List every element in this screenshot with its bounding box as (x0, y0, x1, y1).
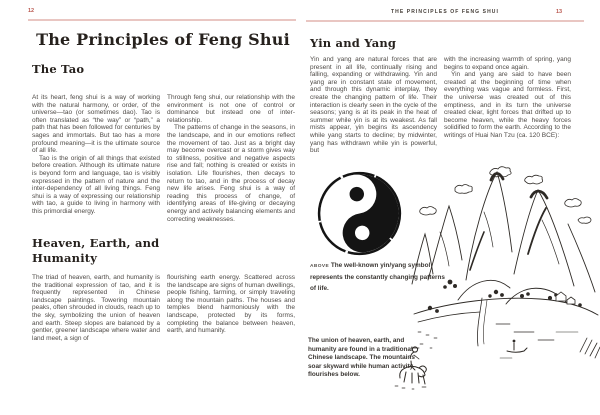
heaven-column-2 (167, 274, 295, 342)
body-paragraph: with the increasing warmth of spring, yang begins to expand once again. (444, 56, 571, 71)
yinyang-columns (310, 56, 571, 155)
yin-yang-symbol-image (317, 171, 402, 256)
landscape-caption: The union of heaven, earth, and humanity are found in a traditional Chinese landscape. The mountains soar skyward while human activity flourishes below. (308, 337, 415, 379)
yinyang-column-1 (310, 56, 437, 155)
section-heading-the-tao: The Tao (32, 62, 85, 76)
right-page-number: 13 (556, 9, 563, 15)
heaven-columns (32, 274, 295, 342)
left-page-number: 12 (28, 8, 35, 14)
section-heading-heaven-earth-humanity: Heaven, Earth, and Humanity (32, 236, 160, 265)
body-paragraph: The patterns of change in the seasons, in the landscape, and in our emotions reflect the movement of tao. Just as a bright day may become overcast or a storm gives way to stillness, positive and negative aspects rise and fall; nothing is created or exists in isolation. Life flourishes, then decays to return to tao, and in the process of decay new life arises. Feng shui is a way of reading this process of change, of identifying areas of life-giving or decaying energy and actively balancing elements and correcting weaknesses. (167, 124, 295, 223)
body-paragraph: At its heart, feng shui is a way of working with the natural harmony, or order, of the universe—tao (or sometimes dao). Tao is often translated as “the way” or “path,” a path that has been followed for centuries by sages and immortals. But tao has a more profound meaning—it is the ultimate source of all life. (32, 94, 160, 155)
tao-columns (32, 94, 295, 223)
body-paragraph: Yin and yang are natural forces that are present in all life, continually rising and falling, expanding or withdrawing. Yin and yang are in constant state of movement, and through this dynamic interplay, they create the changing pattern of life. Their interaction is clearly seen in the cycle of the seasons; yang is at its peak in the heat of summer while yin is at its weakest. As fall mists appear, yin begins its ascendency while yang starts to decline; by midwinter, yang has withdrawn while yin is powerful, but (310, 56, 437, 155)
yin-yang-icon (317, 171, 402, 256)
body-paragraph: The triad of heaven, earth, and humanity is the traditional expression of tao, and it is frequently represented in Chinese landscape paintings. Towering mountain peaks, often shrouded in clouds, reach up to the sky, symbolizing the union of heaven and earth. Steep slopes are balanced by a gentler, greener landscape where water and land meet, a sign of (32, 274, 160, 342)
body-paragraph: flourishing earth energy. Scattered across the landscape are signs of human dwellings, people fishing, farming, or simply traveling along the mountain paths. The houses and temples blend harmoniously with the landscape, protected by its forms, completing the balance between heaven, earth, and humanity. (167, 274, 295, 335)
yinyang-caption (310, 261, 448, 294)
body-paragraph: Through feng shui, our relationship with the environment is not one of control or dominance but instead one of inter-relationship. (167, 94, 295, 124)
right-header-rule (306, 20, 584, 22)
body-paragraph: Tao is the origin of all things that existed before creation. Although its ultimate nature is beyond form and language, tao is visibly expressed in the pattern of nature and the inter-dependency of all living things. Feng shui is a way of expressing our relationship with tao, a guide to living in harmony with this primordial energy. (32, 154, 160, 215)
caption-label: ABOVE (310, 264, 330, 269)
tao-column-1 (32, 94, 160, 223)
tao-column-2 (167, 94, 295, 223)
left-header-rule (28, 19, 296, 21)
running-head: THE PRINCIPLES OF FENG SHUI (390, 9, 500, 15)
heaven-column-1 (32, 274, 160, 342)
page-title: The Principles of Feng Shui (36, 30, 290, 49)
yinyang-column-2 (444, 56, 571, 155)
section-heading-yin-and-yang: Yin and Yang (310, 36, 397, 50)
caption-text: The well-known yin/yang symbol represents the constantly changing patterns of life. (310, 262, 445, 292)
body-paragraph: Yin and yang are said to have been created at the beginning of time when everything was vague and formless. First, the universe was created out of this emptiness, and in its turn the universe created clear, light forces that drifted up to become heaven, while the heavy forces solidified to form the earth. According to the writings of Huai Nan Tzu (ca. 120 BCE): (444, 71, 571, 139)
